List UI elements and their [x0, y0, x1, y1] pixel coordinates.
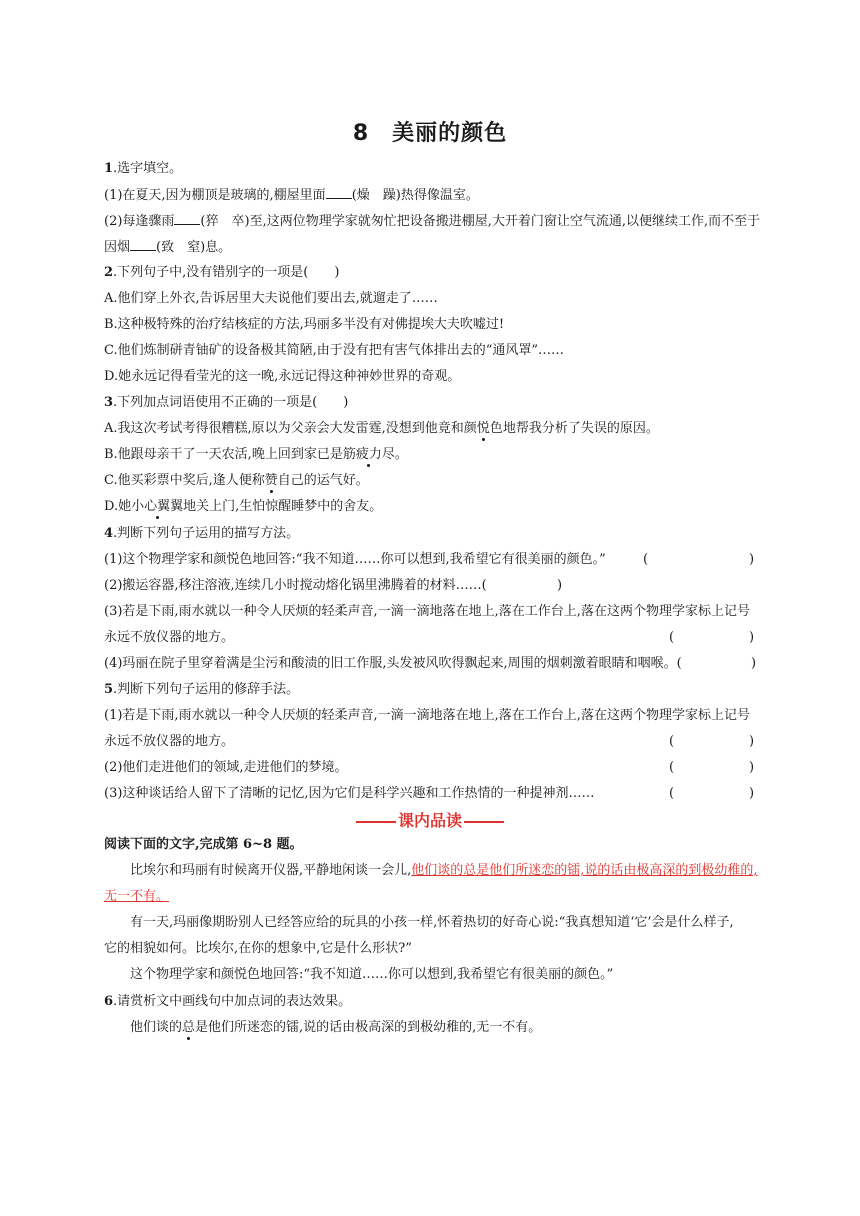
- passage-paragraph-2-cont: 它的相貌如何。比埃尔,在你的想象中,它是什么形状?”: [104, 941, 412, 956]
- question-number: 4: [104, 526, 114, 541]
- option-text: C.他买彩票中奖后,逢人便称: [104, 473, 265, 488]
- answer-paren-close: ): [749, 552, 755, 567]
- question-1-item-2: [104, 212, 760, 231]
- question-4-item-1: (1)这个物理学家和颜悦色地回答:“我不知道……你可以想到,我希望它有很美丽的颜色。”: [104, 552, 606, 567]
- answer-paren-close: ): [557, 578, 563, 593]
- answer-paren-open: (: [643, 552, 649, 567]
- passage-paragraph-1-cont: [104, 888, 169, 906]
- option-a: [104, 420, 659, 438]
- heading-rule-left: [356, 821, 396, 823]
- page-title: 8 美丽的颜色: [352, 121, 508, 146]
- option-text: D.她: [104, 499, 132, 514]
- passage-paragraph-3: 这个物理学家和颜悦色地回答:“我不知道……你可以想到,我希望它有很美丽的颜色。”: [130, 967, 614, 982]
- question-5-item-3: (3)这种谈话给人留下了清晰的记忆,因为它们是科学兴趣和工作热情的一种提神剂……: [104, 786, 595, 801]
- question-text: .请赏析文中画线句中加点词的表达效果。: [113, 994, 352, 1009]
- answer-paren-close: ): [749, 760, 755, 775]
- answer-blank[interactable]: [130, 238, 156, 251]
- answer-paren-close: ): [749, 630, 755, 645]
- option-text: 地关上门,生怕惊醒睡梦中的舍友。: [183, 499, 383, 514]
- question-5-item-1: (1)若是下雨,雨水就以一种令人厌烦的轻柔声音,一滴一滴地落在地上,落在工作台上,落在这两个物理学家标上记号: [104, 708, 750, 723]
- dotted-word: 总: [182, 1020, 196, 1035]
- reading-instruction: 阅读下面的文字,完成第 6~8 题。: [104, 837, 303, 852]
- answer-paren-open: (: [669, 760, 675, 775]
- sentence-text: 是他们所迷恋的镭,说的话由极高深的到极幼稚的,无一不有。: [195, 1020, 542, 1035]
- answer-paren-close: ): [749, 786, 755, 801]
- question-number: 1: [104, 161, 114, 176]
- answer-paren-open: (: [669, 734, 675, 749]
- question-4-item-3: (3)若是下雨,雨水就以一种令人厌烦的轻柔声音,一滴一滴地落在地上,落在工作台上,落在这两个物理学家标上记号: [104, 604, 750, 619]
- question-text: .判断下列句子运用的修辞手法。: [113, 682, 300, 697]
- answer-paren-open: (: [669, 786, 675, 801]
- question-number: 5: [104, 682, 114, 697]
- answer-blank[interactable]: [174, 212, 200, 225]
- dotted-word: 赞: [264, 473, 278, 488]
- question-6-sentence: [130, 1019, 541, 1037]
- option-text: 地帮我分析了失误的原因。: [502, 421, 659, 436]
- answer-paren-close: ): [751, 656, 757, 671]
- question-6-stem: [104, 993, 351, 1011]
- question-text: .下列加点词语使用不正确的一项是( ): [113, 395, 349, 410]
- option-text: 。: [394, 447, 408, 462]
- sentence-text: 他们谈的: [130, 1020, 183, 1035]
- option-text: A.我这次考试考得很糟糕,原以为父亲会大发雷霆,没想到他竟和: [104, 421, 464, 436]
- item-text: (致 窒)息。: [156, 240, 232, 255]
- option-text: 自己的运气好。: [277, 473, 369, 488]
- question-3-stem: [104, 394, 348, 412]
- option-b: B.这种极特殊的治疗结核症的方法,玛丽多半没有对佛提埃大夫吹嘘过!: [104, 317, 505, 332]
- question-text: .判断下列句子运用的描写方法。: [113, 526, 300, 541]
- question-1-stem: [104, 160, 182, 178]
- item-text: (2)每逢骤雨: [104, 214, 175, 229]
- option-c: [104, 472, 369, 490]
- dotted-word: 小心翼翼: [131, 499, 184, 514]
- passage-paragraph-1: [130, 862, 758, 880]
- option-text: B.他跟母亲干了一天农活,晚上回到家已是: [104, 447, 343, 462]
- heading-rule-right: [464, 821, 504, 823]
- dotted-word: 颜悦色: [463, 421, 503, 436]
- section-heading: [0, 808, 860, 831]
- answer-paren-open: (: [669, 630, 675, 645]
- question-5-stem: [104, 681, 299, 699]
- question-text: .下列句子中,没有错别字的一项是( ): [113, 265, 340, 280]
- passage-text: 比埃尔和玛丽有时候离开仪器,平静地闲谈一会儿,: [130, 863, 412, 878]
- question-number: 6: [104, 994, 114, 1009]
- question-number: 2: [104, 265, 114, 280]
- question-5-item-2: (2)他们走进他们的领域,走进他们的梦境。: [104, 760, 348, 775]
- option-a: A.他们穿上外衣,告诉居里大夫说他们要出去,就遛走了……: [104, 291, 438, 306]
- item-text: (1)在夏天,因为棚顶是玻璃的,棚屋里面: [104, 188, 326, 203]
- question-1-item-1: [104, 186, 479, 205]
- item-text: 因烟: [104, 240, 131, 255]
- question-number: 3: [104, 395, 114, 410]
- dotted-word: 筋疲力尽: [342, 447, 395, 462]
- item-text: (燥 躁)热得像温室。: [351, 188, 479, 203]
- answer-paren-close: ): [749, 734, 755, 749]
- option-c: C.他们炼制硑青铀矿的设备极其简陋,由于没有把有害气体排出去的“通风罩”……: [104, 343, 565, 358]
- question-1-item-2-cont: [104, 238, 231, 257]
- underlined-sentence: 他们谈的总是他们所迷恋的镭,说的话由极高深的到极幼稚的,: [411, 863, 758, 878]
- passage-paragraph-2: 有一天,玛丽像期盼别人已经答应给的玩具的小孩一样,怀着热切的好奇心说:“我真想知道‘它’会是什么样子,: [130, 915, 734, 930]
- question-4-item-3-cont: 永远不放仪器的地方。: [104, 630, 235, 645]
- answer-blank[interactable]: [326, 186, 352, 199]
- question-2-stem: [104, 264, 339, 282]
- question-4-stem: [104, 525, 299, 543]
- item-text: (猝 卒)至,这两位物理学家就匆忙把设备搬进棚屋,大开着门窗让空气流通,以便继续工作,而不至于: [200, 214, 761, 229]
- option-d: [104, 498, 382, 516]
- question-4-item-4: (4)玛丽在院子里穿着满是尘污和酸渍的旧工作服,头发被风吹得飘起来,周围的烟刺激着眼睛和咽喉。(: [104, 656, 682, 671]
- question-5-item-1-cont: 永远不放仪器的地方。: [104, 734, 235, 749]
- section-heading-text: 课内品读: [397, 811, 462, 830]
- underlined-sentence: 无一不有。: [104, 889, 170, 904]
- option-d: D.她永远记得看莹光的这一晚,永远记得这种神妙世界的奇观。: [104, 369, 461, 384]
- option-b: [104, 446, 408, 464]
- question-4-item-2: (2)搬运容器,移注溶液,连续几小时搅动熔化锅里沸腾着的材料……(: [104, 578, 487, 593]
- question-text: .选字填空。: [113, 161, 183, 176]
